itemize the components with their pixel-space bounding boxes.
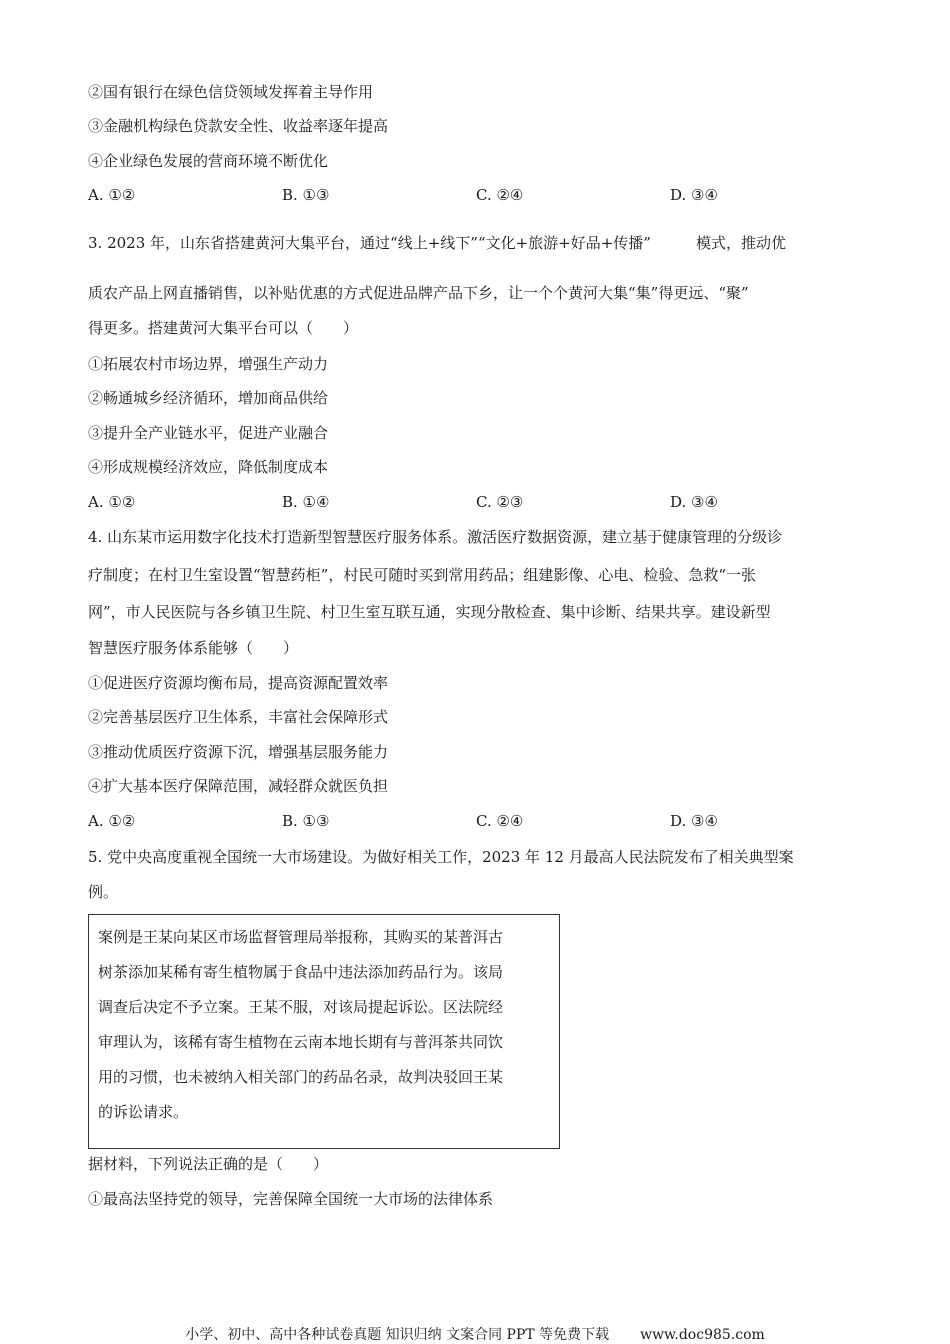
q3-stem-line-3: 得更多。搭建黄河大集平台可以（ ） (88, 319, 359, 337)
q3-item-1: ①拓展农村市场边界，增强生产动力 (88, 355, 329, 373)
case-line-2: 树茶添加某稀有寄生植物属于食品中违法添加药品行为。该局 (98, 963, 504, 981)
case-line-3: 调查后决定不予立案。王某不服，对该局提起诉讼。区法院经 (98, 998, 504, 1016)
q3-option-d: D. ③④ (670, 493, 718, 511)
case-line-5: 用的习惯，也未被纳入相关部门的药品名录，故判决驳回王某 (98, 1068, 504, 1086)
q2-option-b: B. ①③ (282, 186, 330, 204)
q5-item-1: ①最高法坚持党的领导，完善保障全国统一大市场的法律体系 (88, 1190, 494, 1208)
q3-stem-line-2: 质农产品上网直播销售，以补贴优惠的方式促进品牌产品下乡，让一个个黄河大集“集”得更远、“聚” (88, 284, 749, 302)
q2-item-3: ③金融机构绿色贷款安全性、收益率逐年提高 (88, 117, 389, 135)
q4-item-4: ④扩大基本医疗保障范围，减轻群众就医负担 (88, 777, 389, 795)
q3-options (88, 492, 848, 512)
q3-stem-line-1: 3. 2023 年，山东省搭建黄河大集平台，通过“线上+线下”“文化+旅游+好品+传播” 模式，推动优 (88, 234, 786, 252)
q2-option-c: C. ②④ (476, 186, 524, 204)
q3-item-2: ②畅通城乡经济循环，增加商品供给 (88, 389, 329, 407)
q3-option-c: C. ②③ (476, 493, 524, 511)
q2-option-a: A. ①② (88, 186, 136, 204)
q2-item-2: ②国有银行在绿色信贷领域发挥着主导作用 (88, 83, 374, 101)
q4-stem-line-1: 4. 山东某市运用数字化技术打造新型智慧医疗服务体系。激活医疗数据资源，建立基于健康管理的分级诊 (88, 528, 783, 546)
q4-stem-line-3: 网”，市人民医院与各乡镇卫生院、村卫生室互联互通，实现分散检查、集中诊断、结果共享。建设新型 (88, 603, 771, 621)
q4-option-d: D. ③④ (670, 812, 718, 830)
q5-stem-line-1: 5. 党中央高度重视全国统一大市场建设。为做好相关工作，2023 年 12 月最高人民法院发布了相关典型案 (88, 848, 794, 866)
q4-option-c: C. ②④ (476, 812, 524, 830)
q2-options (88, 185, 848, 205)
case-material-box (88, 914, 560, 1149)
q4-item-1: ①促进医疗资源均衡布局，提高资源配置效率 (88, 674, 389, 692)
case-line-4: 审理认为，该稀有寄生植物在云南本地长期有与普洱茶共同饮 (98, 1033, 504, 1051)
page-footer (0, 1324, 950, 1344)
footer-url[interactable]: www.doc985.com (640, 1327, 765, 1343)
q5-stem-line-2: 例。 (88, 883, 119, 901)
q4-item-3: ③推动优质医疗资源下沉，增强基层服务能力 (88, 743, 389, 761)
q3-option-b: B. ①④ (282, 493, 330, 511)
case-line-6: 的诉讼请求。 (98, 1103, 189, 1121)
q2-item-4: ④企业绿色发展的营商环境不断优化 (88, 152, 329, 170)
q4-item-2: ②完善基层医疗卫生体系，丰富社会保障形式 (88, 708, 389, 726)
q3-item-3: ③提升全产业链水平，促进产业融合 (88, 424, 329, 442)
q4-option-b: B. ①③ (282, 812, 330, 830)
q3-option-a: A. ①② (88, 493, 136, 511)
q4-option-a: A. ①② (88, 812, 136, 830)
q2-option-d: D. ③④ (670, 186, 718, 204)
q4-options (88, 811, 848, 831)
footer-text: 小学、初中、高中各种试卷真题 知识归纳 文案合同 PPT 等免费下载 (185, 1327, 610, 1343)
q4-stem-line-2: 疗制度；在村卫生室设置“智慧药柜”，村民可随时买到常用药品；组建影像、心电、检验、急救“一张 (88, 566, 757, 584)
case-line-1: 案例是王某向某区市场监督管理局举报称，其购买的某普洱古 (98, 928, 504, 946)
q3-item-4: ④形成规模经济效应，降低制度成本 (88, 458, 329, 476)
q4-stem-line-4: 智慧医疗服务体系能够（ ） (88, 639, 299, 657)
q5-question: 据材料，下列说法正确的是（ ） (88, 1155, 329, 1173)
